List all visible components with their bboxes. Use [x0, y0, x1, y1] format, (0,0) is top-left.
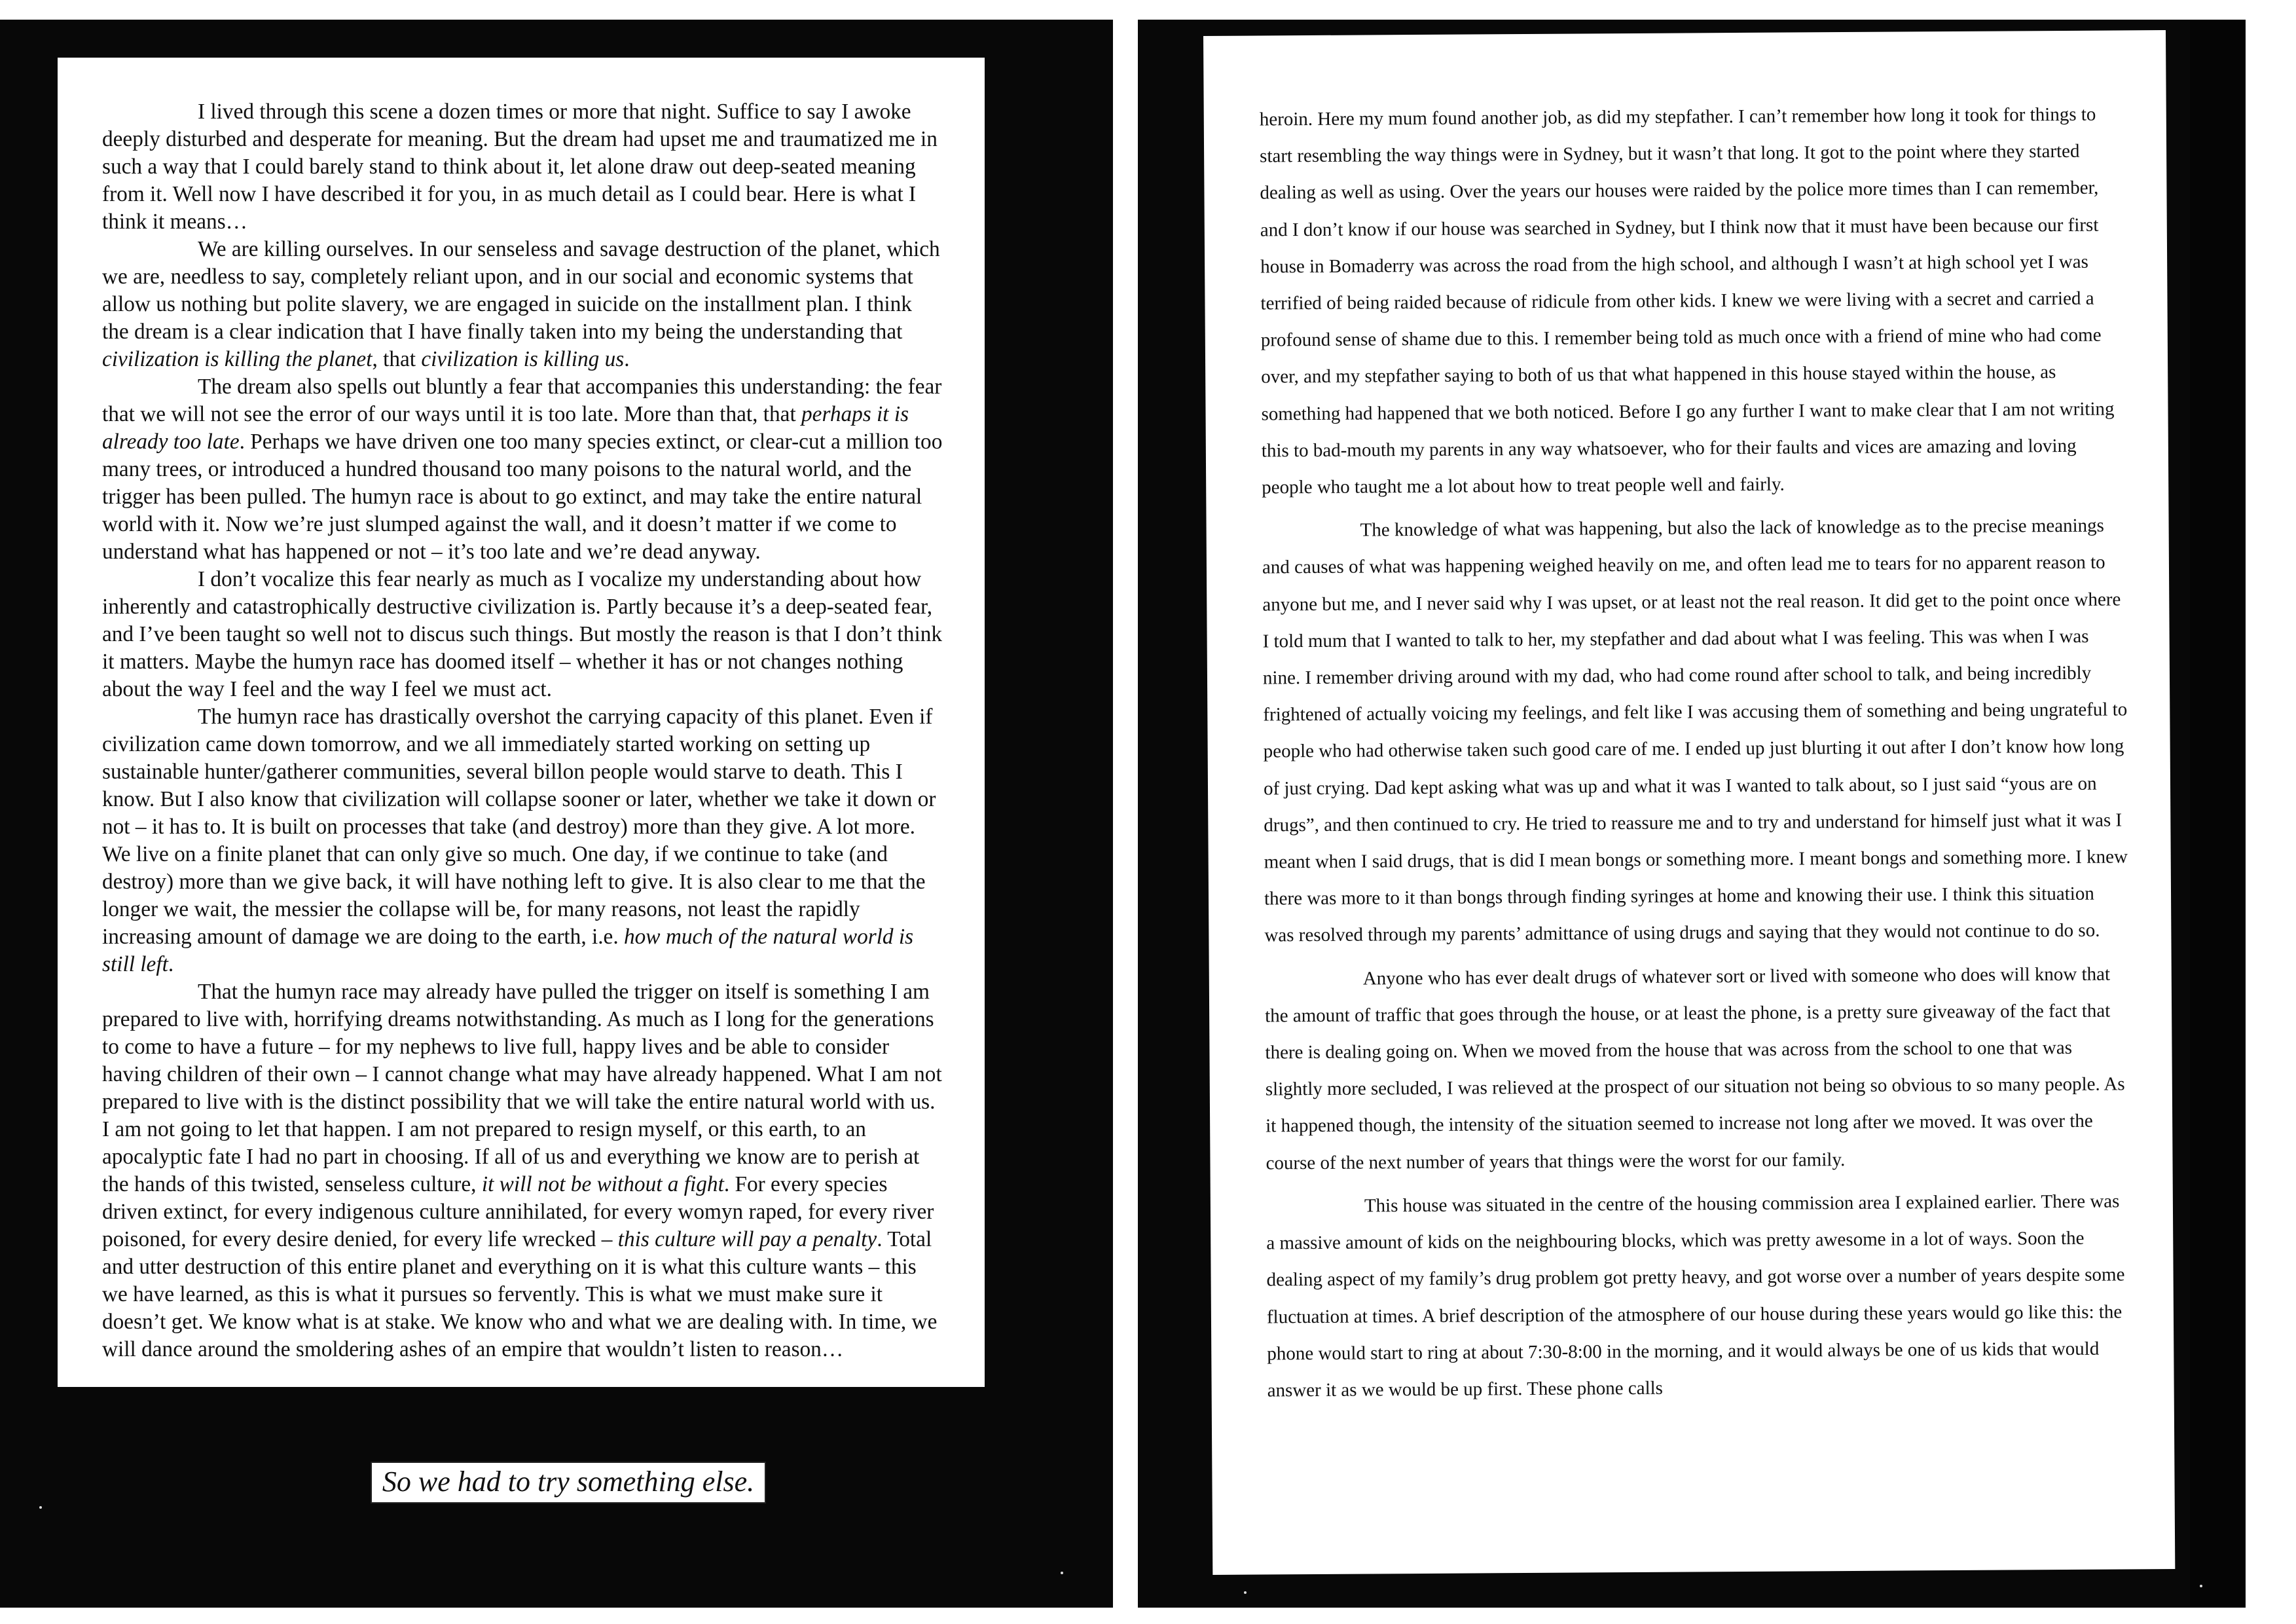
text-run: . [624, 347, 630, 371]
italic-run: how much of the natural world is still left [102, 925, 914, 976]
text-run: . [168, 952, 174, 976]
caption-box: So we had to try something else. [371, 1462, 766, 1504]
right-paragraph [1265, 955, 2130, 1181]
text-run: . For every species driven extinct, for every indigenous culture annihilated, for every womyn raped, for every river poisoned, for every desire denied, for every life wrecked – [102, 1172, 934, 1251]
scan-speck [39, 1506, 42, 1509]
text-run: The dream also spells out bluntly a fear that accompanies this understanding: the fear that we will not see the error of our ways until it is too late. More than that, that [102, 375, 942, 426]
right-scan-edge [2190, 20, 2246, 1608]
text-run: The humyn race has drastically overshot the carrying capacity of this planet. Even if civilization came down tomorrow, and we all immediately started working on setting up sustainable hunter/gatherer communities, several billon people would starve to death. This I know. But I also know that civilization will collapse sooner or later, whether we take it down or not – it has to. It is built on processes that take (and destroy) more than they give. A lot more. We live on a finite planet that can only give so much. One day, if we continue to take (and destroy) more than we give back, it will have nothing left to give. It is also clear to me that the longer we wait, the messier the collapse will be, for many reasons, not least the rapidly increasing amount of damage we are doing to the earth, i.e. [102, 705, 936, 949]
text-run: This house was situated in the centre of the housing commission area I explained earlier. There was a massive amount of kids on the neighbouring blocks, which was pretty awesome in a lot of ways. Soon the dealing aspect of my family’s drug problem got pretty heavy, and got worse over a number of years despite some fluctuation at times. A brief description of the atmosphere of our house during these years would go like this: the phone would start to ring at about 7:30-8:00 in the morning, and it would always be one of us kids that would answer it as we would be up first. These phone calls [1266, 1190, 2125, 1401]
scan-speck [2200, 1585, 2202, 1587]
text-run: , that [372, 347, 422, 371]
text-run: That the humyn race may already have pulled the trigger on itself is something I am prepared to live with, horrifying dreams notwithstanding. As much as I long for the generations to come to have a future – for my nephews to live full, happy lives and be able to consider having children of their own – I cannot change what may have already happened. What I am not prepared to live with is the distinct possibility that we will take the entire natural world with us. I am not going to let that happen. I am not prepared to resign myself, or this earth, to an apocalyptic fate I had no part in choosing. If all of us and everything we know are to perish at the hands of this twisted, senseless culture, [102, 980, 942, 1196]
text-run: . Perhaps we have driven one too many species extinct, or clear-cut a million too many trees, or introduced a hundred thousand too many poisons to the natural world, and the trigger has been pulled. The humyn race is about to go extinct, and may take the entire natural world with it. Now we’re just slumped against the wall, and it doesn’t matter if we come to understand what has happened or not – it’s too late and we’re dead anyway. [102, 430, 943, 564]
left-page [58, 58, 985, 1387]
left-paragraph [102, 373, 943, 566]
left-paragraph [102, 98, 943, 236]
italic-run: perhaps it is already too late [102, 402, 909, 454]
italic-run: this culture will pay a penalty [617, 1227, 877, 1251]
left-paragraph [102, 978, 943, 1363]
left-paragraph [102, 236, 943, 373]
text-run: Anyone who has ever dealt drugs of whatever sort or lived with someone who does will know that the amount of traffic that goes through the house, or at least the phone, is a pretty sure giveaway of the fact that there is dealing going on. When we moved from the house that was across from the school to one that was slightly more secluded, I was relieved at the prospect of our situation not being so obvious to so many people. As it happened though, the intensity of the situation seemed to increase not long after we moved. It was over the course of the next number of years that things were the worst for our family. [1265, 963, 2125, 1174]
right-page [1203, 30, 2175, 1575]
left-paragraph [102, 566, 943, 703]
text-run: heroin. Here my mum found another job, as did my stepfather. I can’t remember how long it took for things to start resembling the way things were in Sydney, but it wasn’t that long. It got to the point where they started dealing as well as using. Over the years our houses were raided by the police more times than I can remember, and I don’t know if our house was searched in Sydney, but I think now that it must have been because our first house in Bomaderry was across the road from the high school, and although I wasn’t at high school yet I was terrified of being raided because of ridicule from other kids. I knew we were living with a secret and carried a profound sense of shame due to this. I remember being told as much once with a friend of mine who had come over, and my stepfather saying to both of us that what happened in this house stayed within the house, as something had happened that we both noticed. Before I go any further I want to make clear that I am not writing this to bad-mouth my parents in any way whatsoever, who for their faults and vices are amazing and loving people who taught me a lot about how to treat people well and fairly. [1259, 103, 2115, 498]
italic-run: it will not be without a fight [481, 1172, 724, 1196]
right-paragraph [1266, 1183, 2132, 1409]
scan-speck [1061, 1572, 1063, 1574]
text-run: . Total and utter destruction of this entire planet and everything on it is what this culture wants – this we have learned, as this is what it pursues so fervently. This is what we must make sure it doesn’t get. We know what is at stake. We know who and what we are dealing with. In time, we will dance around the smoldering ashes of an empire that wouldn’t listen to reason… [102, 1227, 938, 1361]
italic-run: civilization is killing the planet [102, 347, 373, 371]
right-paragraph [1262, 507, 2128, 954]
right-paragraph [1260, 96, 2126, 506]
scan-speck [1244, 1591, 1247, 1594]
text-run: I don’t vocalize this fear nearly as much as I vocalize my understanding about how inherently and catastrophically destructive civilization is. Partly because it’s a deep-seated fear, and I’ve been taught so well not to discus such things. But mostly the reason is that I don’t think it matters. Maybe the humyn race has doomed itself – whether it has or not changes nothing about the way I feel and the way I feel we must act. [102, 567, 943, 701]
text-run: The knowledge of what was happening, but also the lack of knowledge as to the precise meanings and causes of what was happening weighed heavily on me, and often lead me to tears for no apparent reason to anyone but me, and I never said why I was upset, or at least not the real reason. It did get to the point once where I told mum that I wanted to talk to her, my stepfather and dad about what I was feeling. This was when I was nine. I remember driving around with my dad, who had come round after school to talk, and being incredibly frightened of actually voicing my feelings, and felt like I was accusing them of something and being ungrateful to people who had otherwise taken such good care of me. I ended up just blurting it out after I don’t know how long of just crying. Dad kept asking what was up and what it was I wanted to talk about, so I just said “yous are on drugs”, and then continued to cry. He tried to reassure me and to try and understand for himself just what it was I meant when I said drugs, that is did I mean bongs or something more. I meant bongs and something more. I knew there was more to it than bongs through finding syringes at home and knowing their use. I think this situation was resolved through my parents’ admittance of using drugs and saying that they would not continue to do so. [1262, 515, 2128, 946]
italic-run: civilization is killing us [421, 347, 625, 371]
left-paragraph [102, 703, 943, 978]
text-run: We are killing ourselves. In our senseless and savage destruction of the planet, which we are, needless to say, completely reliant upon, and in our social and economic systems that allow us nothing but polite slavery, we are engaged in suicide on the installment plan. I think the dream is a clear indication that I have finally taken into my being the understanding that [102, 237, 940, 344]
text-run: I lived through this scene a dozen times or more that night. Suffice to say I awoke deeply disturbed and desperate for meaning. But the dream had upset me and traumatized me in such a way that I could barely stand to think about it, let alone draw out deep-seated meaning from it. Well now I have described it for you, in as much detail as I could bear. Here is what I think it means… [102, 100, 938, 234]
